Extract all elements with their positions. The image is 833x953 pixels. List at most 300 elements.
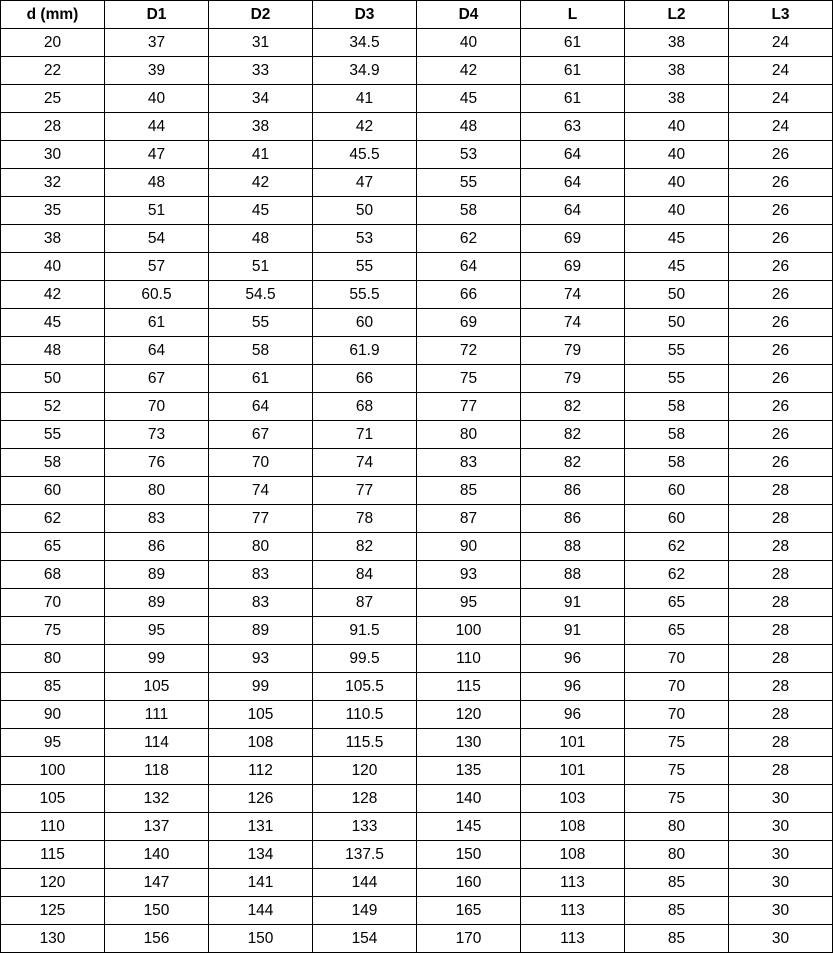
table-cell: 118: [105, 757, 209, 785]
table-cell: 114: [105, 729, 209, 757]
table-row: [1, 57, 833, 85]
table-cell: 64: [521, 197, 625, 225]
table-cell: 89: [105, 589, 209, 617]
table-cell: 33: [209, 57, 313, 85]
table-cell: 125: [1, 897, 105, 925]
table-cell: 47: [313, 169, 417, 197]
table-row: [1, 421, 833, 449]
table-cell: 65: [625, 617, 729, 645]
table-cell: 26: [729, 169, 833, 197]
table-cell: 108: [209, 729, 313, 757]
table-row: [1, 841, 833, 869]
table-cell: 100: [417, 617, 521, 645]
table-cell: 42: [313, 113, 417, 141]
table-cell: 28: [729, 757, 833, 785]
table-cell: 70: [209, 449, 313, 477]
table-cell: 70: [1, 589, 105, 617]
table-cell: 34.5: [313, 29, 417, 57]
table-cell: 105: [1, 785, 105, 813]
table-cell: 96: [521, 673, 625, 701]
table-cell: 48: [417, 113, 521, 141]
table-cell: 64: [521, 141, 625, 169]
table-row: [1, 785, 833, 813]
column-header: L: [521, 1, 625, 29]
table-cell: 55: [209, 309, 313, 337]
table-cell: 69: [417, 309, 521, 337]
table-cell: 34: [209, 85, 313, 113]
table-cell: 60: [625, 505, 729, 533]
table-cell: 52: [1, 393, 105, 421]
table-cell: 85: [625, 869, 729, 897]
table-cell: 132: [105, 785, 209, 813]
table-cell: 25: [1, 85, 105, 113]
table-cell: 87: [417, 505, 521, 533]
column-header: D1: [105, 1, 209, 29]
table-cell: 99: [105, 645, 209, 673]
table-cell: 60: [625, 477, 729, 505]
table-cell: 50: [1, 365, 105, 393]
table-cell: 30: [1, 141, 105, 169]
table-cell: 61: [521, 85, 625, 113]
table-cell: 53: [313, 225, 417, 253]
table-cell: 66: [313, 365, 417, 393]
table-cell: 85: [625, 925, 729, 953]
table-cell: 84: [313, 561, 417, 589]
table-cell: 51: [105, 197, 209, 225]
table-cell: 24: [729, 57, 833, 85]
table-cell: 83: [209, 561, 313, 589]
table-cell: 62: [625, 561, 729, 589]
table-cell: 90: [1, 701, 105, 729]
table-row: [1, 561, 833, 589]
table-cell: 28: [1, 113, 105, 141]
table-cell: 110: [1, 813, 105, 841]
table-row: [1, 701, 833, 729]
table-cell: 69: [521, 225, 625, 253]
table-cell: 82: [313, 533, 417, 561]
table-cell: 165: [417, 897, 521, 925]
table-cell: 55: [313, 253, 417, 281]
column-header: L3: [729, 1, 833, 29]
table-cell: 24: [729, 29, 833, 57]
table-cell: 40: [625, 141, 729, 169]
table-cell: 91: [521, 617, 625, 645]
table-cell: 86: [105, 533, 209, 561]
table-cell: 66: [417, 281, 521, 309]
table-cell: 120: [417, 701, 521, 729]
table-cell: 26: [729, 197, 833, 225]
table-cell: 112: [209, 757, 313, 785]
table-cell: 86: [521, 477, 625, 505]
table-cell: 134: [209, 841, 313, 869]
table-cell: 24: [729, 113, 833, 141]
table-cell: 41: [313, 85, 417, 113]
table-cell: 28: [729, 561, 833, 589]
table-cell: 58: [625, 393, 729, 421]
table-cell: 141: [209, 869, 313, 897]
table-cell: 38: [625, 85, 729, 113]
table-cell: 44: [105, 113, 209, 141]
table-row: [1, 365, 833, 393]
table-cell: 45: [417, 85, 521, 113]
table-cell: 62: [625, 533, 729, 561]
table-cell: 90: [417, 533, 521, 561]
table-cell: 30: [729, 925, 833, 953]
table-cell: 30: [729, 813, 833, 841]
table-cell: 113: [521, 897, 625, 925]
table-cell: 55: [625, 365, 729, 393]
table-row: [1, 141, 833, 169]
table-row: [1, 673, 833, 701]
table-cell: 78: [313, 505, 417, 533]
table-cell: 80: [625, 813, 729, 841]
table-cell: 41: [209, 141, 313, 169]
table-cell: 62: [1, 505, 105, 533]
table-row: [1, 225, 833, 253]
table-cell: 137: [105, 813, 209, 841]
table-cell: 150: [105, 897, 209, 925]
table-cell: 32: [1, 169, 105, 197]
table-cell: 55.5: [313, 281, 417, 309]
table-cell: 26: [729, 253, 833, 281]
table-cell: 82: [521, 421, 625, 449]
table-cell: 99: [209, 673, 313, 701]
table-cell: 77: [209, 505, 313, 533]
table-cell: 115.5: [313, 729, 417, 757]
table-cell: 144: [313, 869, 417, 897]
table-cell: 60: [1, 477, 105, 505]
table-row: [1, 869, 833, 897]
table-cell: 30: [729, 841, 833, 869]
table-cell: 28: [729, 645, 833, 673]
table-cell: 87: [313, 589, 417, 617]
table-cell: 126: [209, 785, 313, 813]
table-cell: 71: [313, 421, 417, 449]
table-cell: 40: [105, 85, 209, 113]
table-cell: 93: [417, 561, 521, 589]
table-cell: 62: [417, 225, 521, 253]
table-cell: 85: [417, 477, 521, 505]
table-cell: 83: [209, 589, 313, 617]
table-cell: 30: [729, 897, 833, 925]
table-cell: 85: [625, 897, 729, 925]
table-cell: 100: [1, 757, 105, 785]
table-cell: 137.5: [313, 841, 417, 869]
table-cell: 103: [521, 785, 625, 813]
table-cell: 28: [729, 701, 833, 729]
table-cell: 45: [625, 253, 729, 281]
table-cell: 34.9: [313, 57, 417, 85]
table-cell: 40: [1, 253, 105, 281]
table-cell: 77: [417, 393, 521, 421]
table-cell: 113: [521, 925, 625, 953]
table-cell: 26: [729, 337, 833, 365]
table-cell: 61: [105, 309, 209, 337]
table-cell: 149: [313, 897, 417, 925]
table-cell: 70: [625, 701, 729, 729]
table-cell: 128: [313, 785, 417, 813]
table-cell: 130: [1, 925, 105, 953]
table-row: [1, 281, 833, 309]
table-cell: 147: [105, 869, 209, 897]
table-cell: 108: [521, 841, 625, 869]
table-cell: 28: [729, 533, 833, 561]
table-cell: 115: [417, 673, 521, 701]
table-cell: 75: [417, 365, 521, 393]
table-cell: 70: [105, 393, 209, 421]
table-cell: 40: [417, 29, 521, 57]
table-cell: 80: [1, 645, 105, 673]
table-row: [1, 337, 833, 365]
table-cell: 154: [313, 925, 417, 953]
table-row: [1, 197, 833, 225]
table-cell: 64: [521, 169, 625, 197]
table-cell: 68: [313, 393, 417, 421]
table-cell: 95: [105, 617, 209, 645]
table-cell: 133: [313, 813, 417, 841]
table-cell: 135: [417, 757, 521, 785]
table-cell: 40: [625, 197, 729, 225]
table-cell: 58: [209, 337, 313, 365]
table-cell: 31: [209, 29, 313, 57]
table-cell: 80: [625, 841, 729, 869]
table-cell: 144: [209, 897, 313, 925]
table-cell: 86: [521, 505, 625, 533]
table-cell: 75: [625, 729, 729, 757]
table-cell: 88: [521, 533, 625, 561]
table-cell: 101: [521, 757, 625, 785]
table-cell: 28: [729, 729, 833, 757]
table-cell: 145: [417, 813, 521, 841]
table-cell: 28: [729, 673, 833, 701]
table-cell: 70: [625, 645, 729, 673]
table-cell: 22: [1, 57, 105, 85]
table-cell: 51: [209, 253, 313, 281]
table-cell: 68: [1, 561, 105, 589]
table-row: [1, 85, 833, 113]
table-cell: 105: [209, 701, 313, 729]
table-cell: 76: [105, 449, 209, 477]
table-cell: 38: [625, 57, 729, 85]
table-cell: 53: [417, 141, 521, 169]
table-cell: 37: [105, 29, 209, 57]
table-cell: 150: [417, 841, 521, 869]
table-cell: 140: [417, 785, 521, 813]
table-cell: 48: [1, 337, 105, 365]
table-cell: 69: [521, 253, 625, 281]
table-row: [1, 533, 833, 561]
table-cell: 70: [625, 673, 729, 701]
table-cell: 91: [521, 589, 625, 617]
table-row: [1, 813, 833, 841]
table-cell: 79: [521, 365, 625, 393]
table-cell: 108: [521, 813, 625, 841]
table-cell: 54: [105, 225, 209, 253]
table-cell: 26: [729, 449, 833, 477]
table-cell: 55: [1, 421, 105, 449]
table-cell: 140: [105, 841, 209, 869]
table-cell: 75: [1, 617, 105, 645]
table-row: [1, 729, 833, 757]
table-cell: 105.5: [313, 673, 417, 701]
table-cell: 64: [105, 337, 209, 365]
table-cell: 28: [729, 505, 833, 533]
column-header: d (mm): [1, 1, 105, 29]
table-body: [1, 29, 833, 953]
table-cell: 120: [313, 757, 417, 785]
table-cell: 30: [729, 869, 833, 897]
table-cell: 60: [313, 309, 417, 337]
table-cell: 26: [729, 281, 833, 309]
table-cell: 61: [209, 365, 313, 393]
table-cell: 45: [1, 309, 105, 337]
table-row: [1, 169, 833, 197]
table-cell: 47: [105, 141, 209, 169]
table-cell: 50: [313, 197, 417, 225]
table-cell: 57: [105, 253, 209, 281]
table-cell: 113: [521, 869, 625, 897]
table-cell: 45.5: [313, 141, 417, 169]
table-cell: 20: [1, 29, 105, 57]
table-row: [1, 477, 833, 505]
table-row: [1, 589, 833, 617]
table-cell: 30: [729, 785, 833, 813]
table-cell: 26: [729, 141, 833, 169]
table-cell: 88: [521, 561, 625, 589]
table-cell: 61: [521, 57, 625, 85]
table-cell: 38: [1, 225, 105, 253]
table-cell: 38: [209, 113, 313, 141]
table-cell: 45: [625, 225, 729, 253]
table-cell: 74: [521, 281, 625, 309]
table-cell: 77: [313, 477, 417, 505]
table-cell: 75: [625, 757, 729, 785]
table-row: [1, 505, 833, 533]
table-cell: 28: [729, 477, 833, 505]
table-cell: 26: [729, 365, 833, 393]
table-cell: 26: [729, 309, 833, 337]
table-cell: 101: [521, 729, 625, 757]
table-cell: 26: [729, 421, 833, 449]
table-row: [1, 29, 833, 57]
table-cell: 55: [417, 169, 521, 197]
table-cell: 131: [209, 813, 313, 841]
table-cell: 80: [209, 533, 313, 561]
table-cell: 42: [209, 169, 313, 197]
table-cell: 105: [105, 673, 209, 701]
table-cell: 82: [521, 393, 625, 421]
table-cell: 85: [1, 673, 105, 701]
table-cell: 110: [417, 645, 521, 673]
table-cell: 65: [1, 533, 105, 561]
table-cell: 64: [209, 393, 313, 421]
table-cell: 160: [417, 869, 521, 897]
table-cell: 67: [209, 421, 313, 449]
table-row: [1, 309, 833, 337]
table-cell: 110.5: [313, 701, 417, 729]
table-cell: 64: [417, 253, 521, 281]
table-cell: 24: [729, 85, 833, 113]
table-cell: 58: [1, 449, 105, 477]
table-cell: 82: [521, 449, 625, 477]
table-cell: 65: [625, 589, 729, 617]
table-row: [1, 393, 833, 421]
table-cell: 80: [105, 477, 209, 505]
table-row: [1, 253, 833, 281]
table-cell: 79: [521, 337, 625, 365]
table-row: [1, 925, 833, 953]
table-header: [1, 1, 833, 29]
table-cell: 83: [417, 449, 521, 477]
table-cell: 50: [625, 309, 729, 337]
column-header: D2: [209, 1, 313, 29]
table-cell: 111: [105, 701, 209, 729]
table-cell: 28: [729, 589, 833, 617]
table-cell: 58: [625, 449, 729, 477]
table-cell: 150: [209, 925, 313, 953]
column-header: L2: [625, 1, 729, 29]
table-cell: 58: [417, 197, 521, 225]
table-cell: 28: [729, 617, 833, 645]
header-row: [1, 1, 833, 29]
table-cell: 26: [729, 225, 833, 253]
table-cell: 74: [209, 477, 313, 505]
table-cell: 91.5: [313, 617, 417, 645]
table-cell: 89: [209, 617, 313, 645]
table-cell: 60.5: [105, 281, 209, 309]
table-cell: 95: [1, 729, 105, 757]
table-cell: 67: [105, 365, 209, 393]
table-cell: 55: [625, 337, 729, 365]
table-cell: 39: [105, 57, 209, 85]
table-cell: 89: [105, 561, 209, 589]
table-cell: 96: [521, 645, 625, 673]
table-cell: 58: [625, 421, 729, 449]
table-cell: 35: [1, 197, 105, 225]
table-cell: 48: [105, 169, 209, 197]
table-cell: 42: [417, 57, 521, 85]
table-cell: 74: [521, 309, 625, 337]
table-row: [1, 757, 833, 785]
table-cell: 61: [521, 29, 625, 57]
table-row: [1, 897, 833, 925]
table-cell: 63: [521, 113, 625, 141]
table-cell: 74: [313, 449, 417, 477]
table-cell: 48: [209, 225, 313, 253]
table-cell: 96: [521, 701, 625, 729]
table-cell: 45: [209, 197, 313, 225]
table-cell: 120: [1, 869, 105, 897]
table-row: [1, 113, 833, 141]
table-cell: 61.9: [313, 337, 417, 365]
table-cell: 72: [417, 337, 521, 365]
table-row: [1, 645, 833, 673]
table-cell: 80: [417, 421, 521, 449]
table-row: [1, 617, 833, 645]
table-cell: 170: [417, 925, 521, 953]
table-cell: 54.5: [209, 281, 313, 309]
table-row: [1, 449, 833, 477]
table-cell: 42: [1, 281, 105, 309]
table-cell: 38: [625, 29, 729, 57]
table-cell: 115: [1, 841, 105, 869]
table-cell: 75: [625, 785, 729, 813]
table-cell: 40: [625, 113, 729, 141]
table-cell: 50: [625, 281, 729, 309]
table-cell: 130: [417, 729, 521, 757]
column-header: D4: [417, 1, 521, 29]
table-cell: 93: [209, 645, 313, 673]
